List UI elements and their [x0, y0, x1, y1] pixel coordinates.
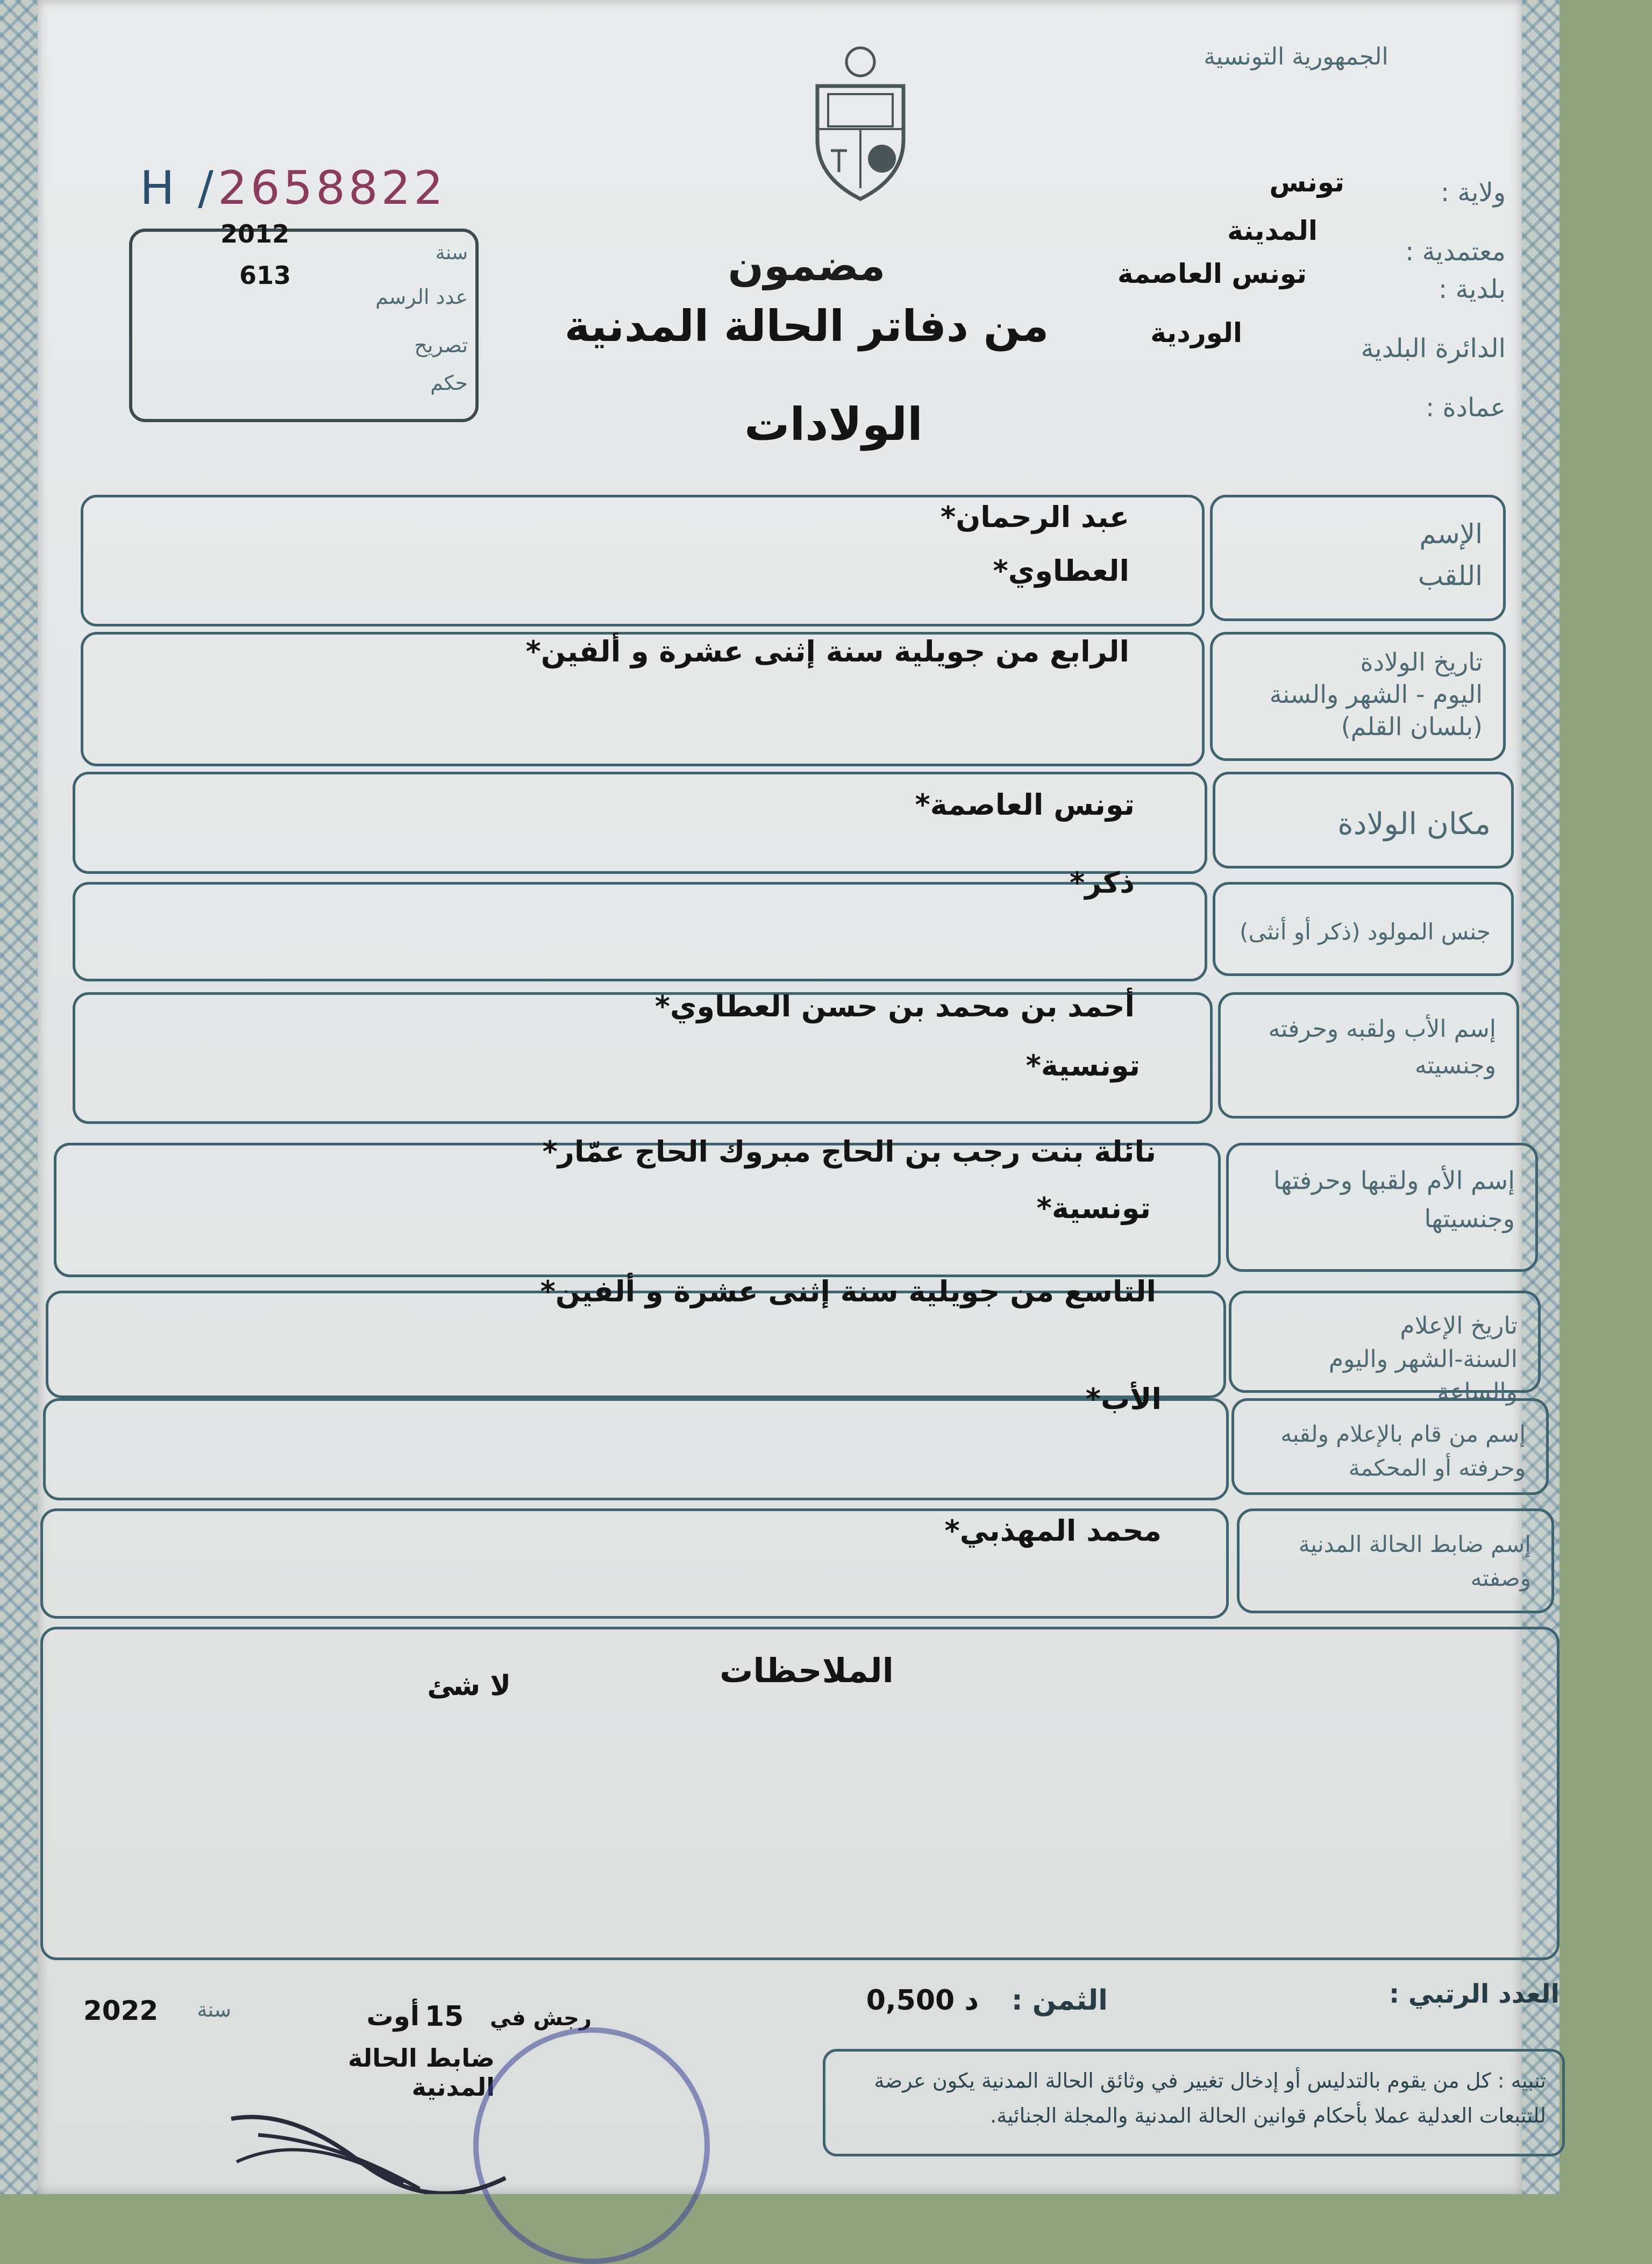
declarant-label-box — [1231, 1398, 1549, 1495]
sex-label: جنس المولود (ذكر أو أنثى) — [1240, 919, 1491, 945]
year-label-footer: سنة — [197, 1998, 231, 2021]
father-label-box — [1218, 992, 1519, 1119]
birth-date-value: الرابع من جويلية سنة إثنى عشرة و ألفين* — [525, 635, 1129, 668]
municipal-district-value: الوردية — [1150, 317, 1242, 348]
section-title-births: الولادات — [744, 398, 923, 451]
municipal-district-label: الدائرة البلدية — [1361, 333, 1506, 364]
year-label: سنة — [435, 242, 468, 264]
sex-value: ذكر* — [1070, 866, 1135, 900]
declarant-label: إسم من قام بالإعلام ولقبه — [1280, 1421, 1526, 1447]
municipality-value: تونس العاصمة — [1117, 258, 1307, 289]
mother-nationality-label: وجنسيتها — [1424, 1204, 1515, 1234]
legal-notice-box — [823, 2049, 1565, 2156]
serial-order-label: العدد الرتبي : — [1388, 1979, 1560, 2009]
father-nationality-label: وجنسيته — [1414, 1052, 1496, 1080]
surname-value: العطاوي* — [993, 554, 1129, 588]
serial-digits: 2658822 — [217, 161, 446, 215]
declaration-date-value: التاسع من جويلية سنة إثنى عشرة و ألفين* — [540, 1275, 1156, 1308]
mother-nationality-value: تونسية* — [1036, 1191, 1151, 1225]
declaration-date-sublabel: السنة-الشهر واليوم والساعة — [1328, 1345, 1518, 1406]
tunisia-emblem-icon — [801, 43, 920, 204]
sex-label-box — [1213, 882, 1514, 976]
governorate-value: تونس — [1269, 167, 1344, 198]
date-prefix: رجش في — [490, 2006, 592, 2031]
title-extract: مضمون — [728, 242, 886, 290]
declaration-label: تصريح — [414, 333, 468, 357]
price-value: 0,500 د — [866, 1984, 979, 2017]
registration-year: 2012 — [220, 219, 290, 248]
birth-date-label-box — [1210, 632, 1506, 761]
governorate-label: ولاية : — [1440, 177, 1506, 208]
father-name-value: أحمد بن محمد بن حسن العطاوي* — [654, 989, 1135, 1023]
remarks-value: لا شئ — [427, 1670, 511, 1702]
birth-date-label: تاريخ الولادة — [1360, 647, 1483, 677]
republic-label: الجمهورية التونسية — [1204, 43, 1388, 70]
serial-number — [140, 161, 446, 215]
mother-name-value: نائلة بنت رجب بن الحاج مبروك الحاج عمّار* — [542, 1135, 1156, 1169]
serial-prefix: H / — [140, 161, 218, 215]
sector-label: عمادة : — [1426, 393, 1506, 423]
father-nationality-value: تونسية* — [1026, 1049, 1140, 1083]
birth-place-value-box — [73, 772, 1207, 874]
registration-number: 613 — [239, 261, 291, 290]
birth-place-label: مكان الولادة — [1337, 807, 1491, 842]
judgment-label: حكم — [430, 371, 468, 395]
first-name-label: الإسم — [1419, 518, 1483, 550]
father-label: إسم الأب ولقبه وحرفته — [1268, 1015, 1496, 1043]
signature-icon — [226, 2097, 549, 2196]
declaration-date-label: تاريخ الإعلام — [1400, 1312, 1518, 1340]
surname-label: اللقب — [1418, 560, 1483, 592]
delegation-value: المدينة — [1227, 215, 1318, 246]
reg-number-label: عدد الرسم — [375, 285, 468, 309]
declarant-value: الأب* — [1085, 1382, 1162, 1416]
birth-date-sublabel: اليوم - الشهر والسنة — [1269, 679, 1483, 709]
date-day: 15 — [425, 2000, 464, 2033]
first-name-value: عبد الرحمان* — [940, 500, 1129, 534]
legal-notice-text: تنبيه : كل من يقوم بالتدليس أو إدخال تغيير في وثائق الحالة المدنية يكون عرضة للتتبعات العدلية عملا بأحكام قوانين الحالة المدنية والمجلة الجنائية. — [874, 2069, 1546, 2127]
mother-label-box — [1226, 1143, 1538, 1272]
declarant-sublabel: وحرفته أو المحكمة — [1348, 1455, 1526, 1481]
officer-sublabel: وصفته — [1470, 1565, 1531, 1591]
declaration-date-label-box — [1229, 1291, 1541, 1406]
remarks-title: الملاحظات — [720, 1651, 894, 1690]
year-value-footer: 2022 — [83, 1995, 159, 2026]
delegation-label: معتمدية : — [1405, 237, 1506, 267]
name-label-box — [1210, 495, 1506, 621]
mother-label: إسم الأم ولقبها وحرفتها — [1273, 1166, 1515, 1195]
price-label: الثمن : — [1011, 1984, 1108, 2017]
officer-signature-label: ضابط الحالة المدنية — [348, 2044, 495, 2102]
officer-value: محمد المهذبي* — [944, 1514, 1162, 1548]
officer-label-box — [1237, 1508, 1554, 1613]
birth-date-note: (بلسان القلم) — [1341, 711, 1483, 741]
date-month: أوت — [366, 2000, 419, 2032]
municipality-label: بلدية : — [1439, 274, 1506, 304]
title-registers: من دفاتر الحالة المدنية — [564, 301, 1049, 351]
birth-place-label-box — [1213, 772, 1514, 868]
birth-place-value: تونس العاصمة* — [915, 788, 1135, 822]
officer-label: إسم ضابط الحالة المدنية — [1298, 1531, 1531, 1557]
